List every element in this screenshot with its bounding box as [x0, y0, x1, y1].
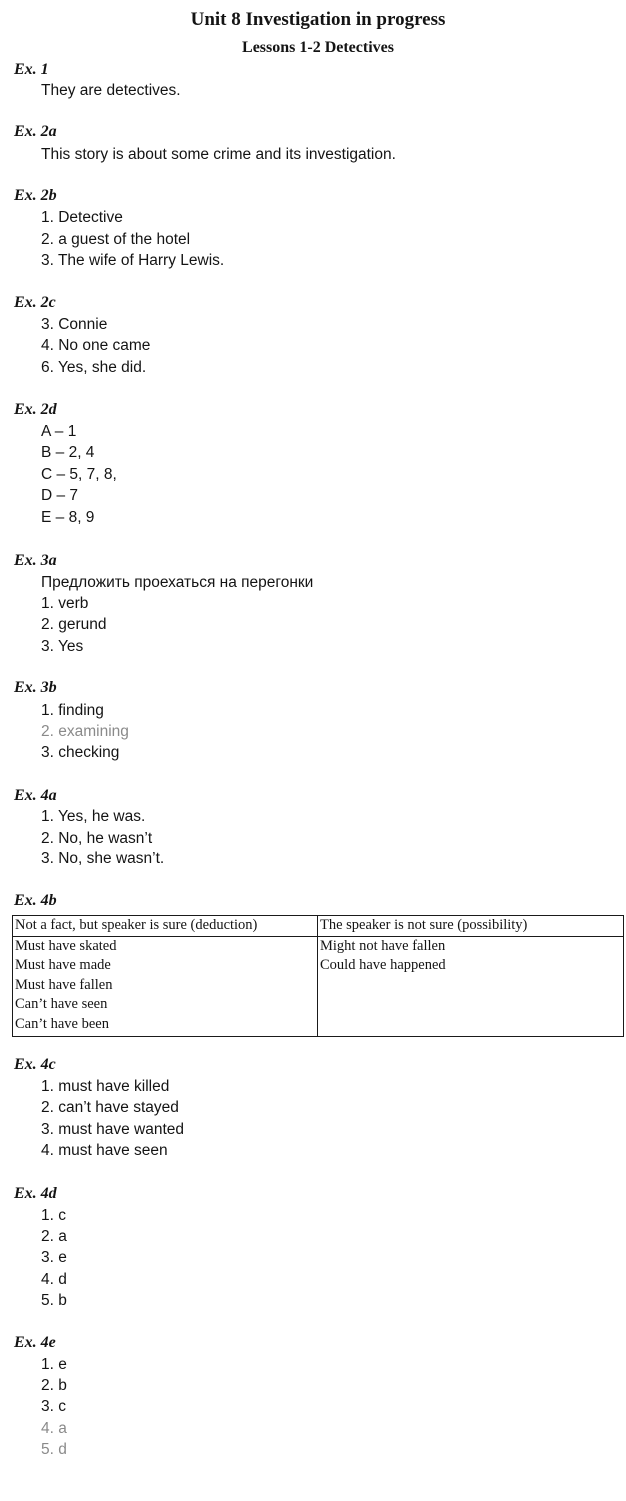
ex-4d-item: 3. e — [41, 1249, 67, 1266]
ex-4b-deduction-cell — [13, 936, 318, 1036]
ex-4b-heading: Ex. 4b — [14, 892, 57, 909]
ex-2c-item: 4. No one came — [41, 337, 151, 354]
ex-3a-item: 3. Yes — [41, 638, 84, 655]
ex-2d-item: D – 7 — [41, 487, 79, 504]
ex-3a-heading: Ex. 3a — [14, 552, 57, 569]
ex-2d-item: C – 5, 7, 8, — [41, 466, 117, 483]
ex-2d-item: A – 1 — [41, 423, 77, 440]
ex-3b-item: 3. checking — [41, 744, 120, 761]
ex-4b-deduction-item: Can’t have been — [15, 1015, 109, 1032]
ex-4b-header-possibility: The speaker is not sure (possibility) — [318, 916, 624, 937]
ex-4a-item: 2. No, he wasn’t — [41, 830, 153, 847]
ex-3a-item: 1. verb — [41, 595, 89, 612]
ex-4c-item: 2. can’t have stayed — [41, 1099, 179, 1116]
ex-4d-heading: Ex. 4d — [14, 1185, 57, 1202]
ex-3b-item: 1. finding — [41, 702, 104, 719]
ex-2a-answer: This story is about some crime and its investigation. — [41, 146, 396, 163]
ex-2c-item: 3. Connie — [41, 316, 108, 333]
ex-4c-heading: Ex. 4c — [14, 1056, 56, 1073]
ex-2a-heading: Ex. 2a — [14, 123, 57, 140]
ex-4e-item: 5. d — [41, 1441, 67, 1458]
ex-4d-item: 5. b — [41, 1292, 67, 1309]
ex-3a-intro: Предложить проехаться на перегонки — [41, 574, 314, 591]
page-title: Unit 8 Investigation in progress — [190, 9, 446, 30]
ex-2b-heading: Ex. 2b — [14, 187, 57, 204]
ex-2b-item: 3. The wife of Harry Lewis. — [41, 252, 225, 269]
ex-3a-item: 2. gerund — [41, 616, 107, 633]
ex-4a-heading: Ex. 4a — [14, 787, 57, 804]
ex-2b-item: 1. Detective — [41, 209, 123, 226]
ex-4b-possibility-cell — [318, 936, 624, 1036]
ex-4b-deduction-item: Must have skated — [15, 937, 117, 954]
ex-4c-item: 1. must have killed — [41, 1078, 170, 1095]
ex-4c-item: 3. must have wanted — [41, 1121, 185, 1138]
ex-2d-item: B – 2, 4 — [41, 444, 95, 461]
ex-4e-item: 2. b — [41, 1377, 67, 1394]
ex-4c-item: 4. must have seen — [41, 1142, 168, 1159]
ex-4e-item: 4. a — [41, 1420, 67, 1437]
ex-2d-item: E – 8, 9 — [41, 509, 95, 526]
ex-3b-heading: Ex. 3b — [14, 679, 57, 696]
ex-4b-deduction-item: Must have fallen — [15, 976, 113, 993]
ex-4d-item: 2. a — [41, 1228, 67, 1245]
ex-1-answer: They are detectives. — [41, 82, 181, 99]
ex-3b-item: 2. examining — [41, 723, 129, 740]
ex-4d-item: 1. c — [41, 1207, 66, 1224]
ex-2c-heading: Ex. 2c — [14, 294, 56, 311]
ex-4a-item: 1. Yes, he was. — [41, 808, 146, 825]
ex-4b-table — [12, 915, 624, 1037]
ex-2b-item: 2. a guest of the hotel — [41, 231, 191, 248]
ex-4a-item: 3. No, she wasn’t. — [41, 850, 165, 867]
ex-4d-item: 4. d — [41, 1271, 67, 1288]
ex-4e-item: 1. e — [41, 1356, 67, 1373]
ex-4b-possibility-item: Could have happened — [320, 957, 446, 973]
ex-4b-deduction-item: Can’t have seen — [15, 996, 108, 1012]
ex-4b-deduction-item: Must have made — [15, 957, 111, 973]
ex-1-heading: Ex. 1 — [14, 61, 49, 78]
page-subtitle: Lessons 1-2 Detectives — [242, 39, 394, 56]
ex-2d-heading: Ex. 2d — [14, 401, 57, 418]
ex-4e-item: 3. c — [41, 1398, 66, 1415]
ex-4b-possibility-item: Might not have fallen — [320, 937, 446, 954]
ex-4b-header-deduction: Not a fact, but speaker is sure (deduction) — [13, 916, 318, 937]
ex-2c-item: 6. Yes, she did. — [41, 359, 147, 376]
ex-4e-heading: Ex. 4e — [14, 1334, 56, 1351]
